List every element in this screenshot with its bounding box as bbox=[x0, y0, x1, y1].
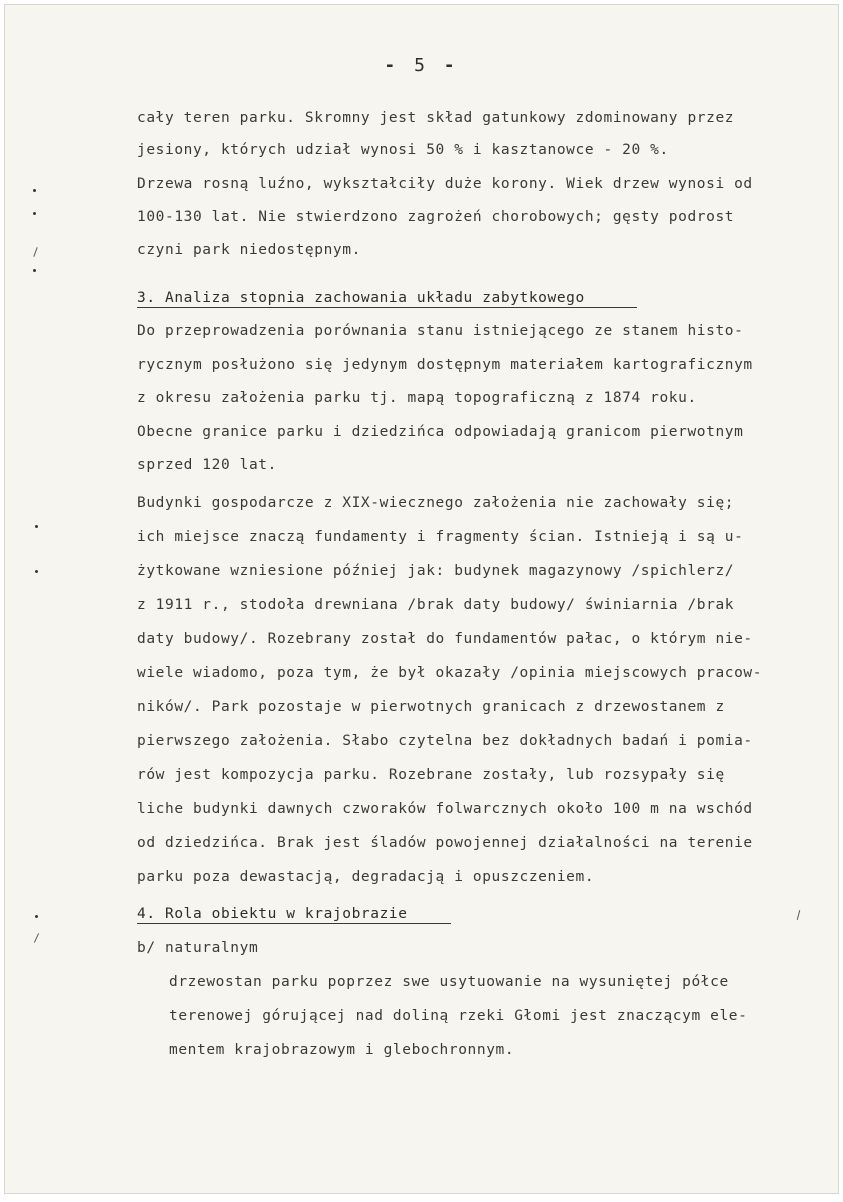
text-line: wiele wiadomo, poza tym, że był okazały /opinia miejscowych pracow- bbox=[137, 665, 763, 681]
subsection-b-label: b/ naturalnym bbox=[137, 940, 259, 956]
text-line: z 1911 r., stodoła drewniana /brak daty budowy/ świniarnia /brak bbox=[137, 597, 735, 613]
section-4-heading: 4. Rola obiektu w krajobrazie bbox=[137, 906, 408, 922]
text-line: liche budynki dawnych czworaków folwarcznych około 100 m na wschód bbox=[137, 801, 753, 817]
text-line: 100-130 lat. Nie stwierdzono zagrożeń chorobowych; gęsty podrost bbox=[137, 209, 735, 225]
text-line: rów jest kompozycja parku. Rozebrane zostały, lub rozsypały się bbox=[137, 767, 725, 783]
margin-mark bbox=[33, 247, 37, 257]
margin-mark bbox=[34, 933, 39, 942]
text-line: żytkowane wzniesione później jak: budynek magazynowy /spichlerz/ bbox=[137, 563, 735, 579]
heading-underline bbox=[137, 307, 637, 308]
text-line: cały teren parku. Skromny jest skład gatunkowy zdominowany przez bbox=[137, 110, 735, 126]
margin-mark bbox=[33, 269, 36, 272]
text-line: Obecne granice parku i dziedzińca odpowiadają granicom pierwotnym bbox=[137, 424, 744, 440]
heading-underline bbox=[137, 923, 451, 924]
text-line: sprzed 120 lat. bbox=[137, 457, 277, 473]
margin-mark bbox=[33, 212, 36, 215]
section-3-heading: 3. Analiza stopnia zachowania układu zabytkowego bbox=[137, 290, 585, 306]
margin-mark bbox=[33, 189, 36, 192]
text-line: ich miejsce znaczą fundamenty i fragmenty ścian. Istnieją i są u- bbox=[137, 529, 744, 545]
text-line: terenowej górującej nad doliną rzeki Głomi jest znaczącym ele- bbox=[169, 1008, 748, 1024]
text-line: jesiony, których udział wynosi 50 % i kasztanowce - 20 %. bbox=[137, 142, 669, 158]
text-line: czyni park niedostępnym. bbox=[137, 242, 361, 258]
page-number: - 5 - bbox=[384, 55, 459, 76]
text-line: drzewostan parku poprzez swe usytuowanie na wysuniętej półce bbox=[169, 974, 729, 990]
text-line: parku poza dewastacją, degradacją i opuszczeniem. bbox=[137, 869, 595, 885]
margin-mark bbox=[797, 910, 801, 920]
text-line: Budynki gospodarcze z XIX-wiecznego założenia nie zachowały się; bbox=[137, 495, 735, 511]
text-line: Do przeprowadzenia porównania stanu istniejącego ze stanem histo- bbox=[137, 323, 744, 339]
text-line: od dziedzińca. Brak jest śladów powojennej działalności na terenie bbox=[137, 835, 753, 851]
text-line: z okresu założenia parku tj. mapą topograficzną z 1874 roku. bbox=[137, 390, 697, 406]
text-line: pierwszego założenia. Słabo czytelna bez dokładnych badań i pomia- bbox=[137, 733, 753, 749]
margin-mark bbox=[35, 525, 38, 528]
margin-mark bbox=[35, 570, 38, 573]
text-line: Drzewa rosną luźno, wykształciły duże korony. Wiek drzew wynosi od bbox=[137, 176, 753, 192]
text-line: rycznym posłużono się jedynym dostępnym materiałem kartograficznym bbox=[137, 357, 753, 373]
text-line: daty budowy/. Rozebrany został do fundamentów pałac, o którym nie- bbox=[137, 631, 753, 647]
text-line: ników/. Park pozostaje w pierwotnych granicach z drzewostanem z bbox=[137, 699, 725, 715]
margin-mark bbox=[35, 915, 38, 918]
text-line: mentem krajobrazowym i glebochronnym. bbox=[169, 1042, 515, 1058]
document-page bbox=[4, 4, 839, 1194]
